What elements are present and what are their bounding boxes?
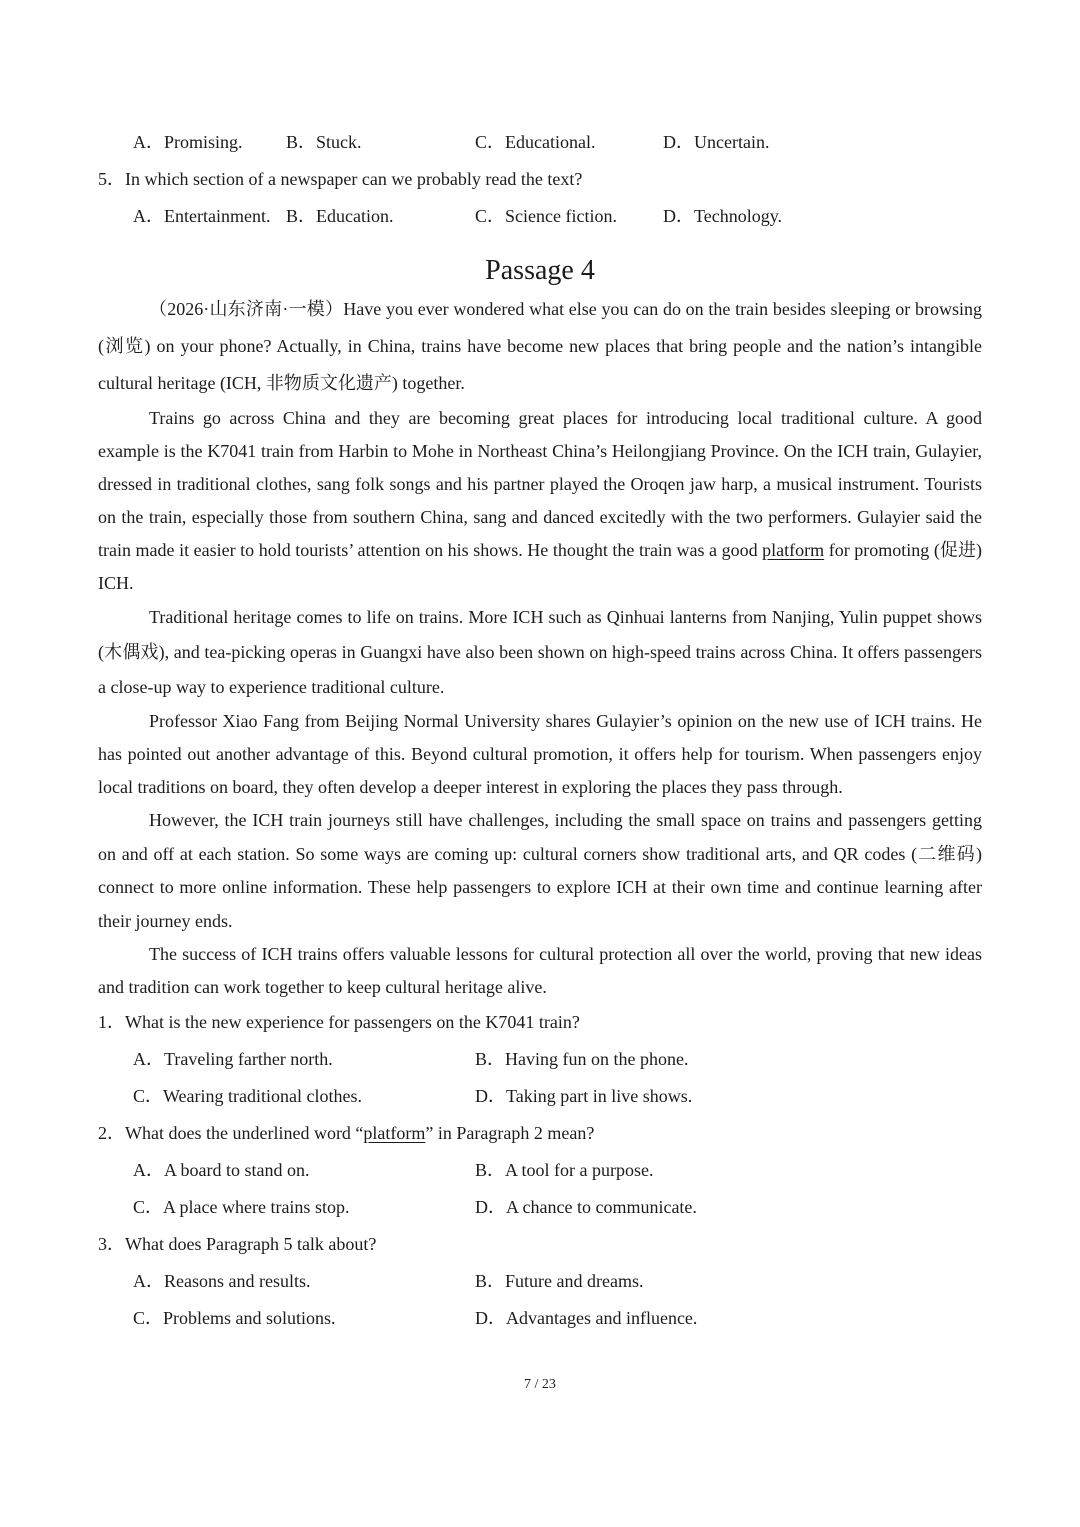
option-b: B．Having fun on the phone. — [475, 1049, 689, 1069]
underlined-word-platform: platform — [363, 1123, 426, 1143]
question-text-prefix: What does the underlined word “ — [125, 1123, 364, 1143]
option-c: C．Problems and solutions. — [133, 1308, 336, 1328]
option-a: A．A board to stand on. — [133, 1160, 310, 1180]
page-content — [98, 124, 982, 1395]
question-text-suffix: ” in Paragraph 2 mean? — [425, 1123, 595, 1143]
paragraph-4: Professor Xiao Fang from Beijing Normal University shares Gulayier’s opinion on the new use of ICH trains. He has pointed out another advantage of this. Beyond cultural promotion, it offers help for tourism. When passengers enjoy local traditions on board, they often develop a deeper interest in exploring the places they pass through. — [98, 711, 982, 797]
question-2-options-row-1 — [98, 1152, 982, 1189]
question-text: What does Paragraph 5 talk about? — [125, 1234, 377, 1254]
option-c: C．Educational. — [475, 132, 596, 152]
question-5 — [98, 161, 982, 198]
option-d: D．Advantages and influence. — [475, 1308, 698, 1328]
question-1 — [98, 1004, 982, 1041]
passage-title: Passage 4 — [485, 255, 595, 286]
paragraph-2 — [98, 402, 982, 600]
paragraph-2-text-after: for promoting (促进) ICH. — [98, 540, 983, 593]
option-d: D．Technology. — [663, 206, 783, 226]
option-c: C．Wearing traditional clothes. — [133, 1086, 362, 1106]
option-a: A．Entertainment. — [133, 206, 271, 226]
question-3-options-row-2 — [98, 1300, 982, 1337]
option-b: B．A tool for a purpose. — [475, 1160, 654, 1180]
question-2-options-row-2 — [98, 1189, 982, 1226]
option-d: D．Taking part in live shows. — [475, 1086, 693, 1106]
option-c: C．Science fiction. — [475, 206, 617, 226]
option-a: A．Promising. — [133, 132, 243, 152]
option-b: B．Stuck. — [286, 132, 362, 152]
question-1-options-row-2 — [98, 1078, 982, 1115]
question-number: 5． — [98, 169, 125, 189]
option-b: B．Education. — [286, 206, 394, 226]
option-a: A．Reasons and results. — [133, 1271, 311, 1291]
question-3-options-row-1 — [98, 1263, 982, 1300]
option-d: D．Uncertain. — [663, 132, 770, 152]
paragraph-2-text-before: Trains go across China and they are becoming great places for introducing local traditional culture. A good example is the K7041 train from Harbin to Mohe in Northeast China’s Heilongjiang Province. On the ICH train, Gulayier, dressed in traditional clothes, sang folk songs and his partner played the Oroqen jaw harp, a musical instrument. Tourists on the train, especially those from southern China, sang and danced excitedly with the two performers. Gulayier said the train made it easier to hold tourists’ attention on his shows. He thought the train was a good — [98, 408, 982, 560]
question-text: What is the new experience for passengers on the K7041 train? — [125, 1012, 580, 1032]
previous-question-options — [98, 124, 982, 161]
question-number: 1． — [98, 1012, 125, 1032]
question-text: In which section of a newspaper can we probably read the text? — [125, 169, 583, 189]
paragraph-1: （2026·山东济南·一模）Have you ever wondered what else you can do on the train besides sleeping or browsing (浏览) on your phone? Actually, in China, trains have become new places that bring people and the nation’s intangible cultural heritage (ICH, 非物质文化遗产) together. — [98, 299, 982, 393]
underlined-word-platform: platform — [762, 540, 825, 560]
question-5-options — [98, 198, 982, 235]
question-number: 3． — [98, 1234, 125, 1254]
option-c: C．A place where trains stop. — [133, 1197, 350, 1217]
paragraph-5: However, the ICH train journeys still have challenges, including the small space on trains and passengers getting on and off at each station. So some ways are coming up: cultural corners show traditional arts, and QR codes (二维码) connect to more online information. These help passengers to explore ICH at their own time and continue learning after their journey ends. — [98, 810, 982, 931]
question-1-options-row-1 — [98, 1041, 982, 1078]
paragraph-6: The success of ICH trains offers valuable lessons for cultural protection all over the world, proving that new ideas and tradition can work together to keep cultural heritage alive. — [98, 944, 982, 997]
option-d: D．A chance to communicate. — [475, 1197, 697, 1217]
question-number: 2． — [98, 1123, 125, 1143]
question-2 — [98, 1115, 982, 1152]
page-number: 7 / 23 — [524, 1377, 556, 1392]
question-3 — [98, 1226, 982, 1263]
option-b: B．Future and dreams. — [475, 1271, 644, 1291]
paragraph-3: Traditional heritage comes to life on trains. More ICH such as Qinhuai lanterns from Nanjing, Yulin puppet shows (木偶戏), and tea-picking operas in Guangxi have also been shown on high-speed trains across China. It offers passengers a close-up way to experience traditional culture. — [98, 607, 982, 697]
option-a: A．Traveling farther north. — [133, 1049, 333, 1069]
